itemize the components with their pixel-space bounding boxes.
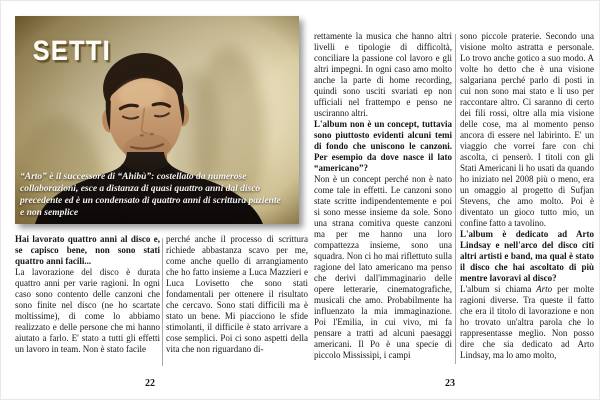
page-number-right: 23 [445, 378, 455, 389]
interview-answer-1-col3: rettamente la musica che hanno altri livelli e tipologie di difficoltà, conciliare la passione col lavoro e gli altri impegni. In ogni caso amo molto anche la parte di home recording, quindi sono usciti svariati ep non ufficiali nel frattempo e penso ne usciranno altri. [314, 31, 452, 118]
interview-answer-1-col2: perché anche il processo di scrittura richiede abbastanza scavo per me, come anche quello di arrangiamento che ho fatto insieme a Luca Mazzieri e Luca Lovisetto che sono stati fondamentali per ottenere il risultato che cercavo. Sono stati difficili ma è stato un bene. Mi piacciono le sfide stimolanti, il difficile è stato arrivare a cose semplici. Poi ci sono aspetti della vita che non riguardano di- [166, 234, 308, 354]
album-title-italic: Arto [531, 284, 558, 294]
interview-question-2: L'album non è un concept, tuttavia sono piuttosto evidenti alcuni temi di fondo che uniscono le canzoni. Per esempio da dove nasce il lato “americano”? [314, 119, 452, 173]
text-column-1 [15, 234, 160, 384]
answer-3-text-pre: L'album si chiama [460, 284, 532, 294]
page-number-left: 22 [145, 378, 155, 389]
photo-caption: “Arto” è il successore di “Ahibù”: costellato da numerose collaborazioni, esce a distanza di quasi quattro anni dal disco precedente ed è un condensato di quattro anni di scrittura paziente e non semplice [20, 172, 281, 218]
interview-answer-1-col1: La lavorazione del disco è durata quattro anni per varie ragioni. In ogni caso sono contento delle canzoni che sono finite nel disco (ne ho scartate moltissime), di come lo abbiamo realizzato e delle persone che mi hanno aiutato a farlo. E' stato a tutti gli effetti un lavoro in team. Non è stato facile [15, 267, 160, 354]
magazine-title: SETTI [33, 36, 112, 67]
portrait-photo [15, 16, 299, 224]
interview-answer-3 [460, 284, 594, 361]
interview-question-3: L'album è dedicato ad Arto Lindsay e nell'arco del disco citi altri artisti e band, ma qual è stato il disco che hai ascoltato di più mentre lavoravi al disco? [460, 229, 594, 283]
answer-3-text-post: per molte ragioni diverse. Tra queste il fatto che era il titolo di lavorazione e non ho trovato un'altra parola che lo rappresentasse meglio. Non posso dire che sia dedicato ad Arto Lindsay, ma lo amo molto, [460, 284, 594, 360]
column-divider-left [162, 238, 163, 366]
text-column-2 [166, 234, 308, 384]
text-column-4 [460, 31, 594, 386]
interview-answer-2-col3: Non è un concept perché non è nato come tale in effetti. Le canzoni sono state scritte indipendentemente e poi si sono messe insieme da sole. Sono una strana comitiva queste canzoni ma per me hanno una loro compattezza insieme, sono una squadra. Non ci ho mai riflettuto sulla ragione del lato americano ma penso che derivi dall'immaginario delle opere letterarie, cinematografiche, musicali che amo. Probabilmente ha influenzato la mia immaginazione. Poi l'Emilia, in cui vivo, mi fa pensare a tratti ad alcuni paesaggi americani. Il Po è una specie di piccolo Mississipi, i campi [314, 174, 452, 360]
text-column-3 [314, 31, 452, 386]
column-divider-right [455, 34, 456, 364]
interview-answer-2-col4: sono piccole praterie. Secondo una visione molto astratta e personale. Lo trovo anche gotico a suo modo. A volte ho detto che è una visione salgariana perché parlo di posti in cui non sono mai stato e li uso per raccontare altro. Ci saranno di certo dei fili rossi, oltre alla mia visione delle cose, ma al momento penso ancora di essere nel labirinto. E' un viaggio che vorrei fare con chi ascolta, ci penserò. I titoli con gli Stati Americani li ho usati da quando ho iniziato nel 2008 più o meno, era un omaggio al progetto di Sufjan Stevens, che amo molto. Poi è diventato un gioco tutto mio, un confine fatto a tavolino. [460, 31, 594, 228]
interview-question-1: Hai lavorato quattro anni al disco e, se capisco bene, non sono stati quattro anni facili... [15, 234, 160, 266]
